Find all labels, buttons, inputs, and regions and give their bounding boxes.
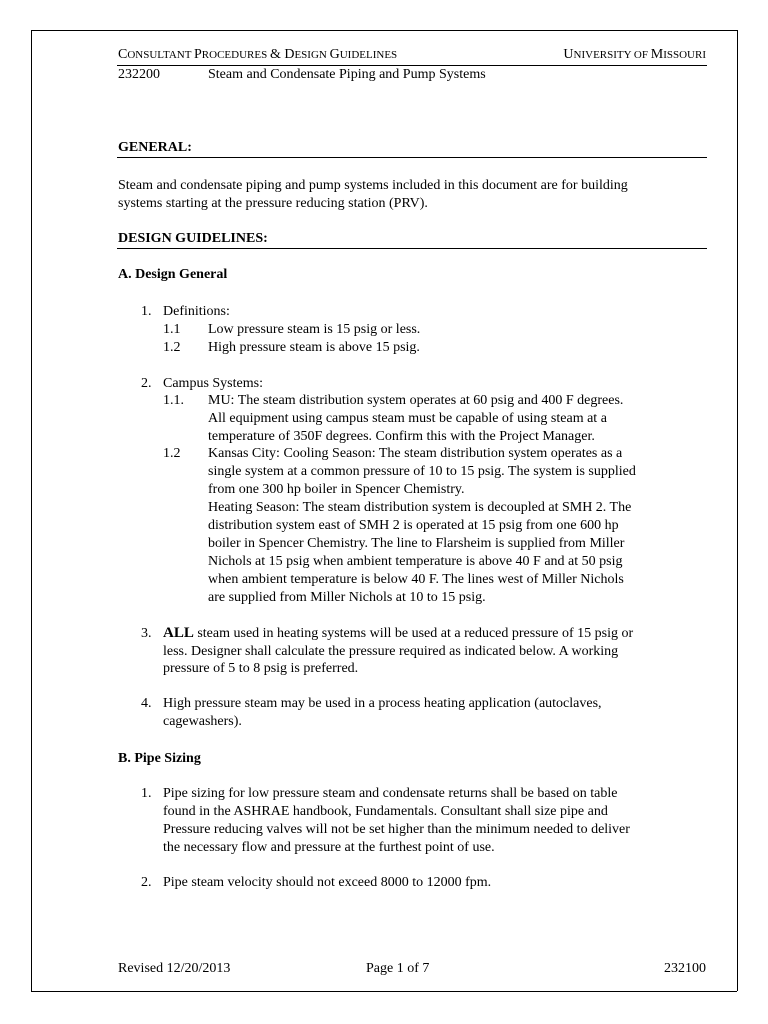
page-border-right bbox=[737, 30, 738, 991]
list-item-text: the necessary flow and pressure at the furthest point of use. bbox=[163, 840, 495, 855]
list-item-number: 1. bbox=[141, 304, 152, 319]
subitem-number: 1.2 bbox=[163, 340, 181, 355]
header-right-title: UNIVERSITY OF MISSOURI bbox=[563, 47, 706, 62]
list-item-label: Campus Systems: bbox=[163, 376, 263, 391]
page-border-left bbox=[31, 30, 32, 991]
subitem-text: boiler in Spencer Chemistry. The line to Flarsheim is supplied from Miller bbox=[208, 536, 625, 551]
subitem-text: Heating Season: The steam distribution system is decoupled at SMH 2. The bbox=[208, 500, 632, 515]
subitem-text: when ambient temperature is below 40 F. The lines west of Miller Nichols bbox=[208, 572, 624, 587]
list-item-text: Pipe steam velocity should not exceed 8000 to 12000 fpm. bbox=[163, 875, 492, 890]
list-item-text: High pressure steam may be used in a process heating application (autoclaves, bbox=[163, 696, 602, 711]
page-border-top bbox=[31, 30, 737, 31]
list-item-number: 2. bbox=[141, 376, 152, 391]
page-border-bottom bbox=[31, 991, 737, 992]
list-item-text: less. Designer shall calculate the pressure required as indicated below. A working bbox=[163, 644, 619, 659]
subitem-text: Kansas City: Cooling Season: The steam distribution system operates as a bbox=[208, 446, 623, 461]
list-item-number: 1. bbox=[141, 786, 152, 801]
list-item-text: Pressure reducing valves will not be set higher than the minimum needed to deliver bbox=[163, 822, 630, 837]
subitem-text: All equipment using campus steam must be capable of using steam at a bbox=[208, 411, 607, 426]
subitem-number: 1.2 bbox=[163, 446, 181, 461]
general-heading-rule bbox=[117, 157, 707, 158]
list-item-text: pressure of 5 to 8 psig is preferred. bbox=[163, 661, 359, 676]
subitem-text: distribution system east of SMH 2 is operated at 15 psig from one 600 hp bbox=[208, 518, 619, 533]
header-left-title: CONSULTANT PROCEDURES & DESIGN GUIDELINES bbox=[118, 47, 398, 62]
general-line: systems starting at the pressure reducing station (PRV). bbox=[118, 196, 428, 211]
header-section-number: 232200 bbox=[118, 67, 160, 82]
section-b-heading: B. Pipe Sizing bbox=[118, 751, 201, 766]
list-item-text: cagewashers). bbox=[163, 714, 242, 729]
subitem-text: Nichols at 15 psig when ambient temperature is above 40 F and at 50 psig bbox=[208, 554, 623, 569]
design-guidelines-heading: DESIGN GUIDELINES: bbox=[118, 231, 268, 246]
subitem-number: 1.1 bbox=[163, 322, 181, 337]
section-a-heading: A. Design General bbox=[118, 267, 228, 282]
list-item-number: 4. bbox=[141, 696, 152, 711]
list-item-label: Definitions: bbox=[163, 304, 230, 319]
footer-page-number: Page 1 of 7 bbox=[366, 961, 430, 976]
list-item-text: Pipe sizing for low pressure steam and condensate returns shall be based on table bbox=[163, 786, 618, 801]
subitem-text: from one 300 hp boiler in Spencer Chemistry. bbox=[208, 482, 465, 497]
general-heading: GENERAL: bbox=[118, 140, 192, 155]
design-guidelines-rule bbox=[117, 248, 707, 249]
footer-doc-number: 232100 bbox=[664, 961, 706, 976]
subitem-text: single system at a common pressure of 10 to 15 psig. The system is supplied bbox=[208, 464, 636, 479]
list-item-text: found in the ASHRAE handbook, Fundamentals. Consultant shall size pipe and bbox=[163, 804, 608, 819]
subitem-text: High pressure steam is above 15 psig. bbox=[208, 340, 420, 355]
footer-revised: Revised 12/20/2013 bbox=[118, 961, 231, 976]
subitem-text: are supplied from Miller Nichols at 10 to 15 psig. bbox=[208, 590, 486, 605]
subitem-text: Low pressure steam is 15 psig or less. bbox=[208, 322, 421, 337]
subitem-text: MU: The steam distribution system operates at 60 psig and 400 F degrees. bbox=[208, 393, 624, 408]
subitem-text: temperature of 350F degrees. Confirm this with the Project Manager. bbox=[208, 429, 595, 444]
list-item-number: 3. bbox=[141, 626, 152, 641]
list-item-number: 2. bbox=[141, 875, 152, 890]
list-item-bold-lead: ALL bbox=[163, 625, 194, 641]
header-section-title: Steam and Condensate Piping and Pump Systems bbox=[208, 67, 486, 82]
list-item-text: ALL steam used in heating systems will be used at a reduced pressure of 15 psig or bbox=[163, 625, 634, 641]
subitem-number: 1.1. bbox=[163, 393, 184, 408]
general-line: Steam and condensate piping and pump systems included in this document are for building bbox=[118, 178, 628, 193]
